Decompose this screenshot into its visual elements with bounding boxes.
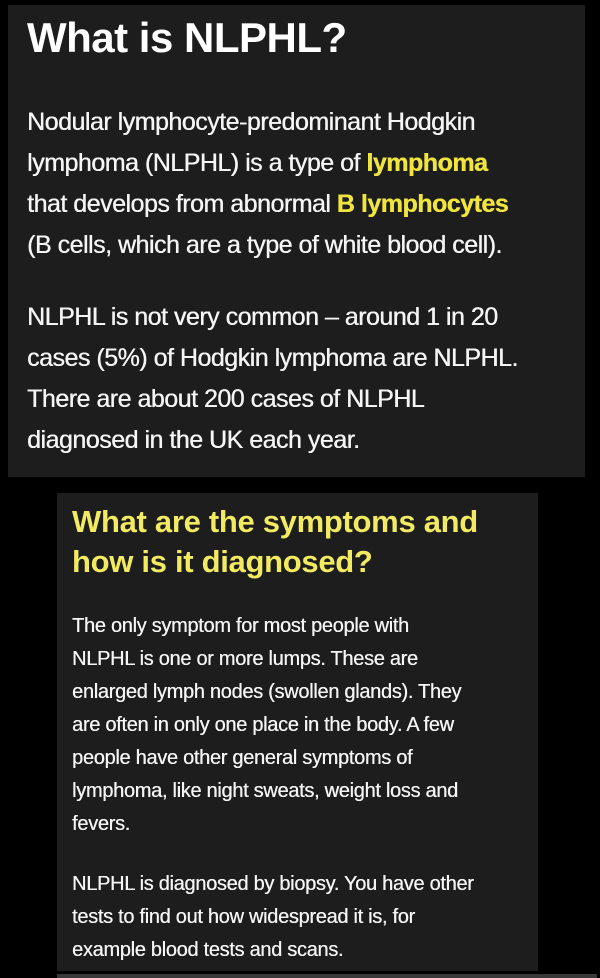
text-line: example blood tests and scans. [72, 939, 344, 961]
symptoms-paragraph-2 [72, 868, 538, 967]
text-line: cases (5%) of Hodgkin lymphoma are NLPHL. [27, 344, 518, 372]
text-line: Nodular lymphocyte-predominant Hodgkin [27, 108, 475, 136]
text-line: are often in only one place in the body. A few [72, 714, 454, 736]
heading-line: how is it diagnosed? [72, 544, 373, 579]
intro-card [8, 5, 585, 477]
text-line [27, 184, 585, 225]
highlight-lymphoma: lymphoma [366, 149, 488, 177]
intro-paragraph-1 [27, 102, 585, 266]
text-line [27, 143, 585, 184]
text-line: diagnosed in the UK each year. [27, 426, 360, 454]
text-line: lymphoma, like night sweats, weight loss and [72, 780, 458, 802]
text-line: NLPHL is not very common – around 1 in 20 [27, 303, 498, 331]
heading-line: What are the symptoms and [72, 504, 478, 539]
text-line: tests to find out how widespread it is, for [72, 906, 415, 928]
text-line: NLPHL is diagnosed by biopsy. You have other [72, 873, 474, 895]
text-line: enlarged lymph nodes (swollen glands). They [72, 681, 462, 703]
text-segment: lymphoma (NLPHL) is a type of [27, 149, 367, 177]
symptoms-paragraph-1 [72, 610, 538, 841]
highlight-b-lymphocytes: B lymphocytes [336, 190, 509, 218]
symptoms-card [57, 493, 538, 971]
next-card-edge [57, 974, 597, 978]
text-line: NLPHL is one or more lumps. These are [72, 648, 418, 670]
text-segment: that develops from abnormal [27, 190, 337, 218]
text-line: There are about 200 cases of NLPHL [27, 385, 425, 413]
text-line: people have other general symptoms of [72, 747, 413, 769]
text-line: The only symptom for most people with [72, 615, 409, 637]
symptoms-heading [72, 502, 538, 582]
text-line: fevers. [72, 813, 130, 835]
intro-paragraph-2 [27, 297, 585, 461]
text-line: (B cells, which are a type of white blood cell). [27, 231, 502, 259]
intro-heading: What is NLPHL? [27, 14, 347, 61]
